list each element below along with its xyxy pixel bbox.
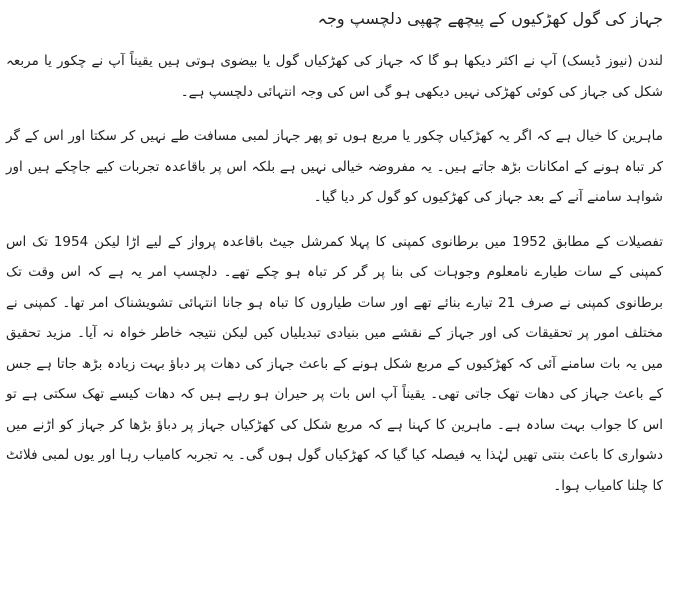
article — [6, 0, 667, 515]
article-paragraph-2: ماہرین کا خیال ہے کہ اگر یہ کھڑکیاں چکور یا مربع ہوں تو پھر جہاز لمبی مسافت طے نہیں کر سکتا اور اس کے گر کر تباہ ہونے کے امکانات بڑھ جاتے ہیں۔ یہ مفروضہ خیالی نہیں ہے بلکہ اس پر باقاعدہ تجربات کیے جاچکے ہیں اور شواہد سامنے آنے کے بعد جہاز کی کھڑکیوں کو گول کر دیا گیا۔ — [6, 128, 663, 205]
article-paragraph-1: لندن (نیوز ڈیسک) آپ نے اکثر دیکھا ہو گا کہ جہاز کی کھڑکیاں گول یا بیضوی ہوتی ہیں یقیناً آپ نے چکور یا مربعہ شکل کی جہاز کی کوئی کھڑکی نہیں دیکھی ہو گی اس کی وجہ انتہائی دلچسپ ہے۔ — [6, 53, 663, 100]
article-title: جہاز کی گول کھڑکیوں کے پیچھے چھپی دلچسپ وجہ — [317, 9, 663, 28]
article-paragraph-3: تفصیلات کے مطابق 1952 میں برطانوی کمپنی کا پہلا کمرشل جیٹ باقاعدہ پرواز کے لیے اڑا لیکن 1954 تک اس کمپنی کے سات طیارے نامعلوم وجوہات کی بنا پر گر کر تباہ ہو چکے تھے۔ دلچسپ امر یہ ہے کہ اس وقت تک برطانوی کمپنی نے صرف 21 تیارے بنائے تھے اور سات طیاروں کا تباہ ہو جانا انتہائی تشویشناک امر تھا۔ کمپنی نے مختلف امور پر تحقیقات کی اور جہاز کے نقشے میں بنیادی تبدیلیاں کیں لیکن نتیجہ خاطر خواہ نہ آیا۔ مزید تحقیق میں یہ بات سامنے آئی کہ کھڑکیوں کے مربع شکل ہونے کے باعث جہاز کی دھات پر دباؤ بہت زیادہ بڑھ جاتا ہے جس کے باعث جہاز کی دھات تھک جاتی تھی۔ یقیناً آپ اس بات پر حیران ہو رہے ہیں کہ دھات کیسے تھک سکتی ہے تو اس کا جواب بہت سادہ ہے۔ ماہرین کا کہنا ہے کہ مربع شکل کی کھڑکیاں جہاز پر دباؤ بڑھا کر جہاز کو اڑنے میں دشواری کا باعث بنتی تھیں لہٰذا یہ فیصلہ کیا گیا کہ کھڑکیاں گول ہوں گی۔ یہ تجربہ کامیاب رہا اور یوں لمبی فلائٹ کا چلنا کامیاب ہوا۔ — [6, 233, 664, 494]
